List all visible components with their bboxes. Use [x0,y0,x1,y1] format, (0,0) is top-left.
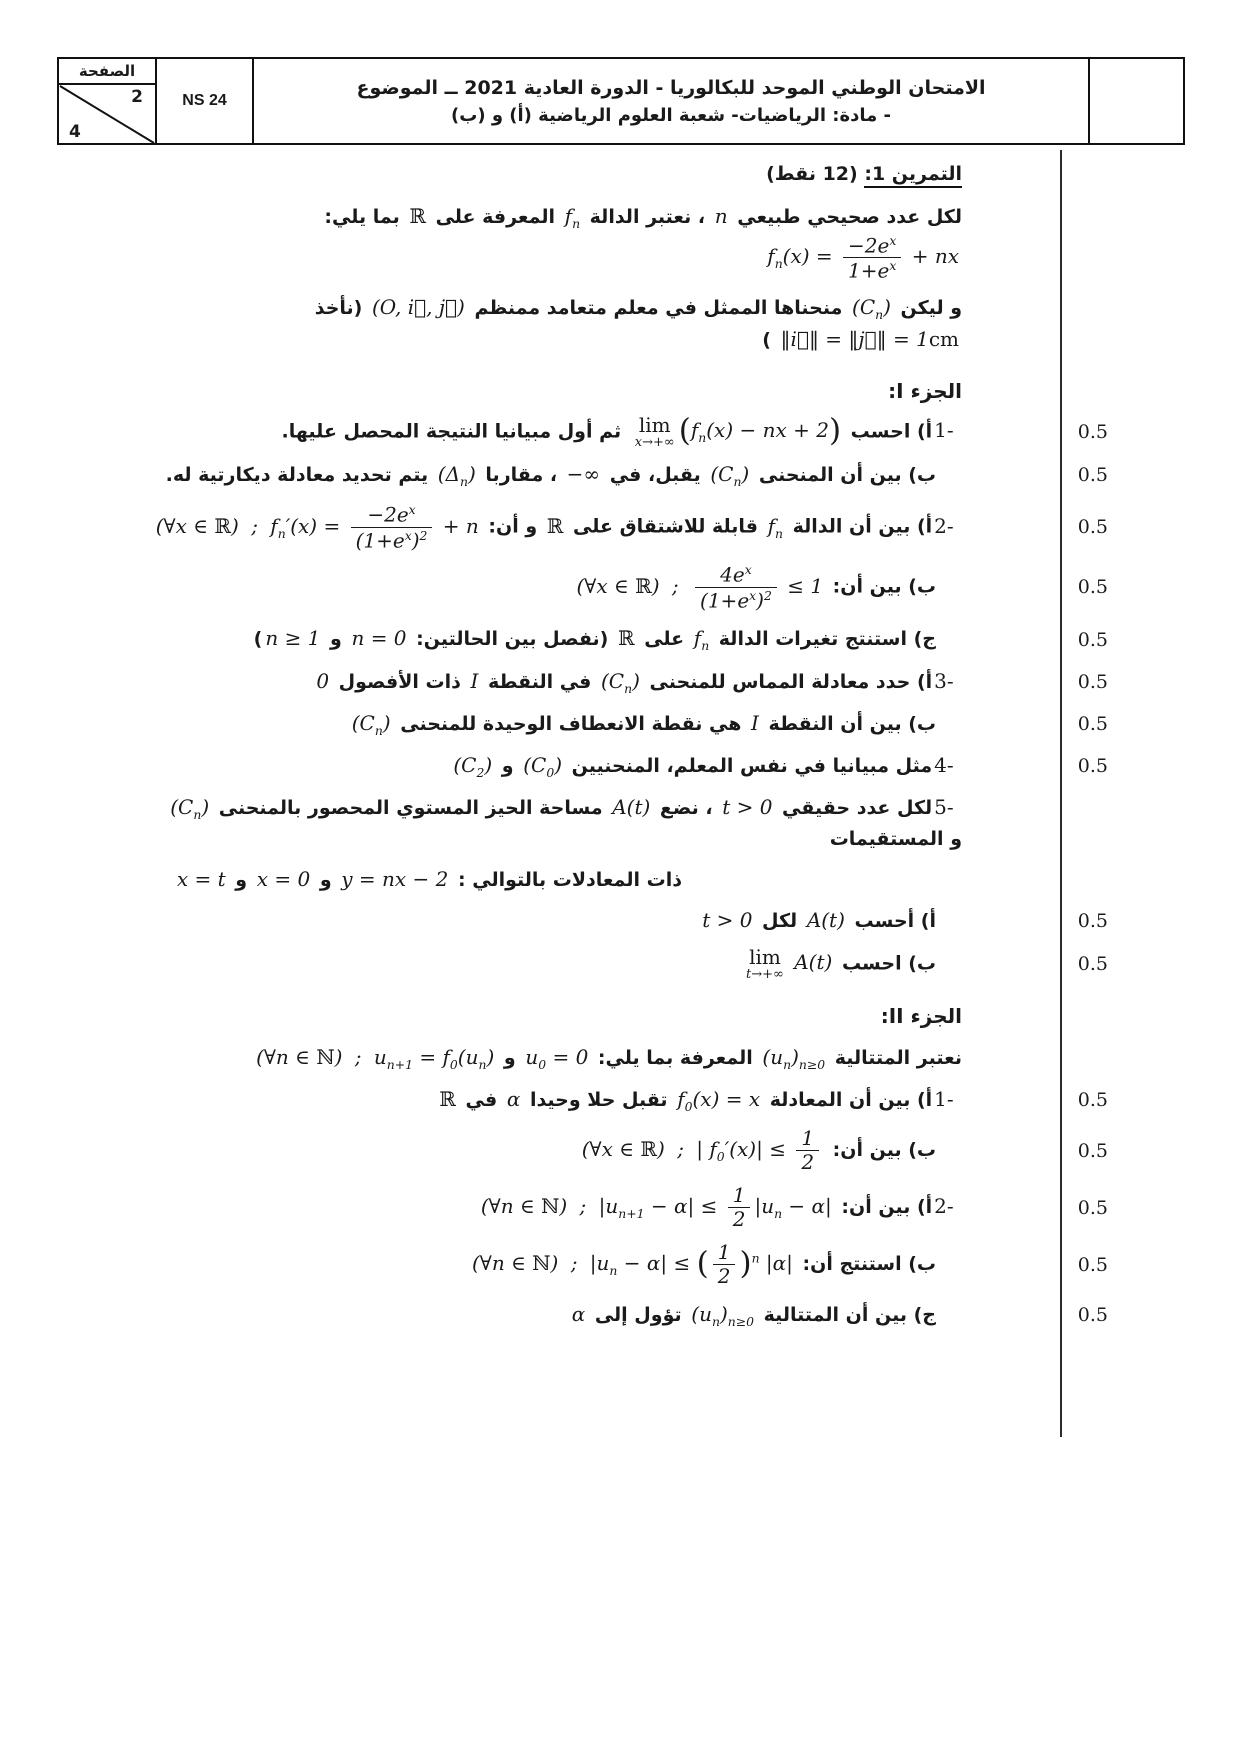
fraction: $\frac{4e^x}{(1+e^x)^2}$ [695,563,777,611]
exam-row [0,864,1240,895]
math-expression: $f_n$ [767,513,783,541]
score-mark: 0.5 [1077,713,1108,736]
row-text [150,201,962,282]
row-text [150,1185,962,1230]
arabic-text: تقبل حلا وحيدا [523,1089,675,1112]
math-expression: n ≥ 1 [265,626,321,651]
arabic-text: ذات الأفصول [332,670,468,693]
arabic-text: في [458,1089,504,1112]
exam-row [0,1185,1240,1230]
math-expression: $f_n$ [564,204,581,232]
math-expression: t > 0 [722,795,773,820]
arabic-text: قابلة للاشتقاق على [566,515,765,538]
exam-row [0,750,1240,782]
math-expression: n = 0 [351,626,407,651]
math-expression: $(u_n)_{n\ge 0}$ [691,1302,754,1330]
math-expression: −∞ [566,461,601,486]
exam-row [0,1042,1240,1074]
math-expression: x = 0 [256,867,311,891]
math-expression: x = t [176,867,226,891]
math-expression: $(C_n)$ [852,294,891,322]
score-mark: 0.5 [1077,1304,1108,1327]
math-expression: (∀x ∈ ℝ) [576,573,660,598]
math-expression: (O, i⃗, j⃗) [371,294,465,319]
exam-row [0,160,1240,189]
arabic-text: ) [762,329,778,352]
math-expression: (∀n ∈ ℕ) [480,1194,568,1219]
arabic-text: ) [253,628,263,651]
math-expression: ℝ [409,204,426,229]
arabic-text: و [495,755,521,778]
arabic-text: أ) بين أن المعادلة [763,1089,933,1112]
arabic-text: تؤول إلى [588,1304,689,1327]
arabic-text: و [497,1046,523,1069]
fraction: $\frac{1}{2}$ [728,1185,751,1230]
math-expression: | $f_0'(x)|$ ≤ $\frac{1}{2}$ [696,1137,823,1161]
math-expression: ; [665,573,686,598]
row-text [150,160,962,189]
score-mark: 0.5 [1077,755,1108,778]
math-expression: t > 0 [702,908,753,933]
arabic-text: الجزء II: [880,1003,962,1028]
math-expression: $(\Delta_n)$ [437,461,476,489]
arabic-text: و ليكن [893,296,962,319]
score-mark: 0.5 [1077,1089,1108,1112]
arabic-text: الجزء I: [888,378,962,403]
row-text [150,1084,962,1116]
score-mark: 0.5 [1077,463,1108,486]
arabic-text: ب) بين أن المنحنى [752,463,936,486]
math-expression: ℝ [617,626,635,651]
math-expression: A(t) [806,908,845,933]
row-text [150,412,962,450]
row-text [150,623,962,655]
row-text [150,563,962,611]
math-expression: $(C_0)$ [523,753,563,781]
arabic-text: و المستقيمات [829,827,962,850]
math-expression: (∀n ∈ ℕ) [256,1044,343,1069]
arabic-text: و [323,628,349,651]
arabic-text: (12 نقط) [766,163,865,185]
arabic-text: ب) بين أن النقطة [761,712,936,735]
arabic-text: ، نضع [653,797,720,820]
score-mark: 0.5 [1077,670,1108,693]
score-mark: 0.5 [1077,952,1108,975]
math-expression: $(C_n)$ [710,461,750,489]
arabic-text: يقبل، في [603,463,708,486]
arabic-text: بما يلي: [324,206,407,229]
arabic-text: ج) استنتج تغيرات الدالة [712,628,936,651]
arabic-text: ، مقاربا [478,463,564,486]
arabic-text: أ) بين أن: [834,1196,933,1219]
item-number: 2- [934,1194,960,1219]
math-expression: ℝ [546,513,564,538]
arabic-text: نعتبر المتتالية [828,1046,962,1069]
math-expression: (∀x ∈ ℝ) [155,513,239,538]
arabic-text: ب) استنتج أن: [795,1253,936,1276]
math-expression: ; [348,1044,368,1069]
math-expression: $f_0(x) = x$ [677,1087,761,1115]
exam-row [0,666,1240,698]
arabic-text: ب) بين أن: [826,1139,936,1162]
row-text [150,503,962,551]
row-text [150,1001,962,1032]
math-expression: $(C_n)$ [601,668,640,696]
exam-row [0,905,1240,936]
math-expression: $(C_2)$ [453,753,493,781]
math-expression: $(C_n)$ [351,710,391,738]
arabic-text: ب) احسب [835,952,936,975]
exam-row [0,623,1240,655]
math-expression: ; [564,1251,584,1276]
exam-body [0,152,1240,1342]
math-expression: (∀x ∈ ℝ) [581,1137,665,1162]
math-expression: $f_n'(x)$ = $\frac{-2e^x}{(1+e^x)^2}$ + n [270,501,479,553]
page-box-label: الصفحة [59,59,155,85]
item-number: 3- [934,668,960,693]
fraction: $\frac{1}{2}$ [713,1242,736,1287]
arabic-text: أ) احسب [844,420,933,443]
score-mark: 0.5 [1077,1253,1108,1276]
arabic-text: على [637,628,691,651]
math-expression: $(u_n)_{n\ge 0}$ [762,1044,826,1072]
arabic-text: التمرين 1: [864,163,962,188]
exam-row [0,792,1240,854]
row-text [150,708,962,740]
exam-row [0,412,1240,450]
exam-title-line2: - مادة: الرياضيات- شعبة العلوم الرياضية (أ) و (ب) [451,105,891,127]
math-expression: ‖i⃗‖ = ‖j⃗‖ = 1cm [780,327,959,352]
row-text [150,666,962,698]
exam-row [0,944,1240,982]
item-number: 1- [934,418,960,443]
page-current: 2 [131,87,143,107]
math-expression: y = nx − 2 [341,867,449,891]
math-expression: 0 [316,668,330,693]
math-expression: α [571,1302,586,1327]
score-mark: 0.5 [1077,1139,1108,1162]
row-text [150,1128,962,1173]
arabic-text: أ) بين أن الدالة [785,515,933,538]
math-expression: ℝ [439,1087,456,1112]
exam-row [0,708,1240,740]
fraction: $\frac{-2e^x}{(1+e^x)^2}$ [351,503,433,551]
arabic-text: ب) بين أن: [826,575,936,598]
math-expression: $(C_n)$ [170,795,210,823]
exam-title-line1: الامتحان الوطني الموحد للبكالوريا - الدورة العادية 2021 ــ الموضوع [356,76,986,99]
math-expression: I [470,668,479,693]
arabic-text: لكل عدد حقيقي [775,797,933,820]
arabic-text: لكل عدد صحيحي طبيعي [730,206,962,229]
arabic-text: أ) أحسب [847,910,936,933]
exam-row [0,563,1240,611]
arabic-text: ، نعتبر الدالة [583,206,712,229]
math-expression: ; [244,513,265,538]
exam-row [0,292,1240,356]
item-number: 1- [934,1087,960,1112]
arabic-text: المعرفة على [428,206,562,229]
row-text [150,1299,962,1331]
math-expression: n [714,204,728,229]
page-box-body [59,85,155,144]
math-expression: lim x→+∞ ($f_n(x)$ − nx + 2) [634,412,842,450]
arabic-text: ج) بين أن المتتالية [757,1304,936,1327]
arabic-text: (نفصل بين الحالتين: [409,628,615,651]
item-number: 5- [934,795,960,820]
arabic-text: ثم أول مبيانيا النتيجة المحصل عليها. [281,420,628,443]
row-text [150,944,962,982]
score-mark: 0.5 [1077,910,1108,933]
ref-code: NS 24 [182,92,227,109]
arabic-text: أ) حدد معادلة المماس للمنحنى [642,670,933,693]
math-expression: $\frac{4e^x}{(1+e^x)^2}$ ≤ 1 [691,574,823,598]
exam-row [0,376,1240,407]
arabic-text: و أن: [481,515,544,538]
limit-operator: lim t→+∞ [746,944,784,982]
math-expression: ; [573,1194,593,1219]
ref-code-box [157,59,254,143]
arabic-text: و [313,869,339,891]
math-expression: ; [670,1137,691,1162]
row-text [150,1042,962,1074]
arabic-text: و [228,869,254,891]
exam-row [0,1128,1240,1173]
row-text [150,292,962,356]
math-expression: $f_n$ [693,626,710,654]
row-text [150,1242,962,1287]
limit-operator: lim x→+∞ [634,412,675,450]
exam-row [0,201,1240,282]
row-text [150,459,962,491]
score-mark: 0.5 [1077,628,1108,651]
exam-row [0,1299,1240,1331]
exam-row [0,1242,1240,1287]
score-mark: 0.5 [1077,420,1108,443]
header-empty-box [1090,59,1183,143]
score-mark: 0.5 [1077,576,1108,599]
arabic-text: يتم تحديد معادلة ديكارتية له. [165,463,435,486]
math-expression: $f_n(x)$ = $\frac{-2e^x}{1+e^x}$ + nx [767,232,959,283]
arabic-text: ذات المعادلات بالتوالي : [451,869,682,891]
arabic-text: هي نقطة الانعطاف الوحيدة للمنحنى [393,712,749,735]
exam-header [57,57,1185,145]
row-text [150,750,962,782]
math-expression: lim t→+∞ A(t) [746,944,833,982]
item-number: 2- [934,513,960,538]
math-expression: $u_0 = 0$ [525,1044,589,1072]
page-total: 4 [69,122,81,142]
fraction: $\frac{1}{2}$ [796,1128,819,1173]
page-number-box [59,59,157,143]
exam-title-box [254,59,1090,143]
exam-row [0,1084,1240,1116]
arabic-text: (نأخذ [314,296,369,319]
exam-row [0,1001,1240,1032]
arabic-text: المعرفة بما يلي: [591,1046,760,1069]
exam-row [0,503,1240,551]
arabic-text: مثل مبيانيا في نفس المعلم، المنحنيين [565,755,933,778]
math-expression: (∀n ∈ ℕ) [471,1251,559,1276]
math-expression: I [751,710,759,735]
arabic-text: منحناها الممثل في معلم متعامد ممنظم [467,296,850,319]
math-expression: $|u_{n+1} - \alpha|$ ≤ $\frac{1}{2}$ $|u_n - \alpha|$ [598,1183,832,1232]
fraction: $\frac{-2e^x}{1+e^x}$ [843,234,901,282]
math-expression: $u_{n+1} = f_0(u_n)$ [373,1044,495,1072]
arabic-text: مساحة الحيز المستوي المحصور بالمنحنى [212,797,610,820]
score-mark: 0.5 [1077,516,1108,538]
math-expression: $|u_n - \alpha|$ ≤ ( $\frac{1}{2}$ )$^n$ |α| [589,1240,793,1289]
row-text [150,792,962,854]
math-expression: A(t) [612,795,651,820]
row-text [150,376,962,407]
math-expression: α [506,1087,521,1112]
item-number: 4- [934,753,960,778]
exam-row [0,459,1240,491]
row-text [150,905,962,936]
row-text [150,864,962,895]
arabic-text: في النقطة [481,670,598,693]
arabic-text: لكل [755,910,804,933]
score-mark: 0.5 [1077,1196,1108,1219]
